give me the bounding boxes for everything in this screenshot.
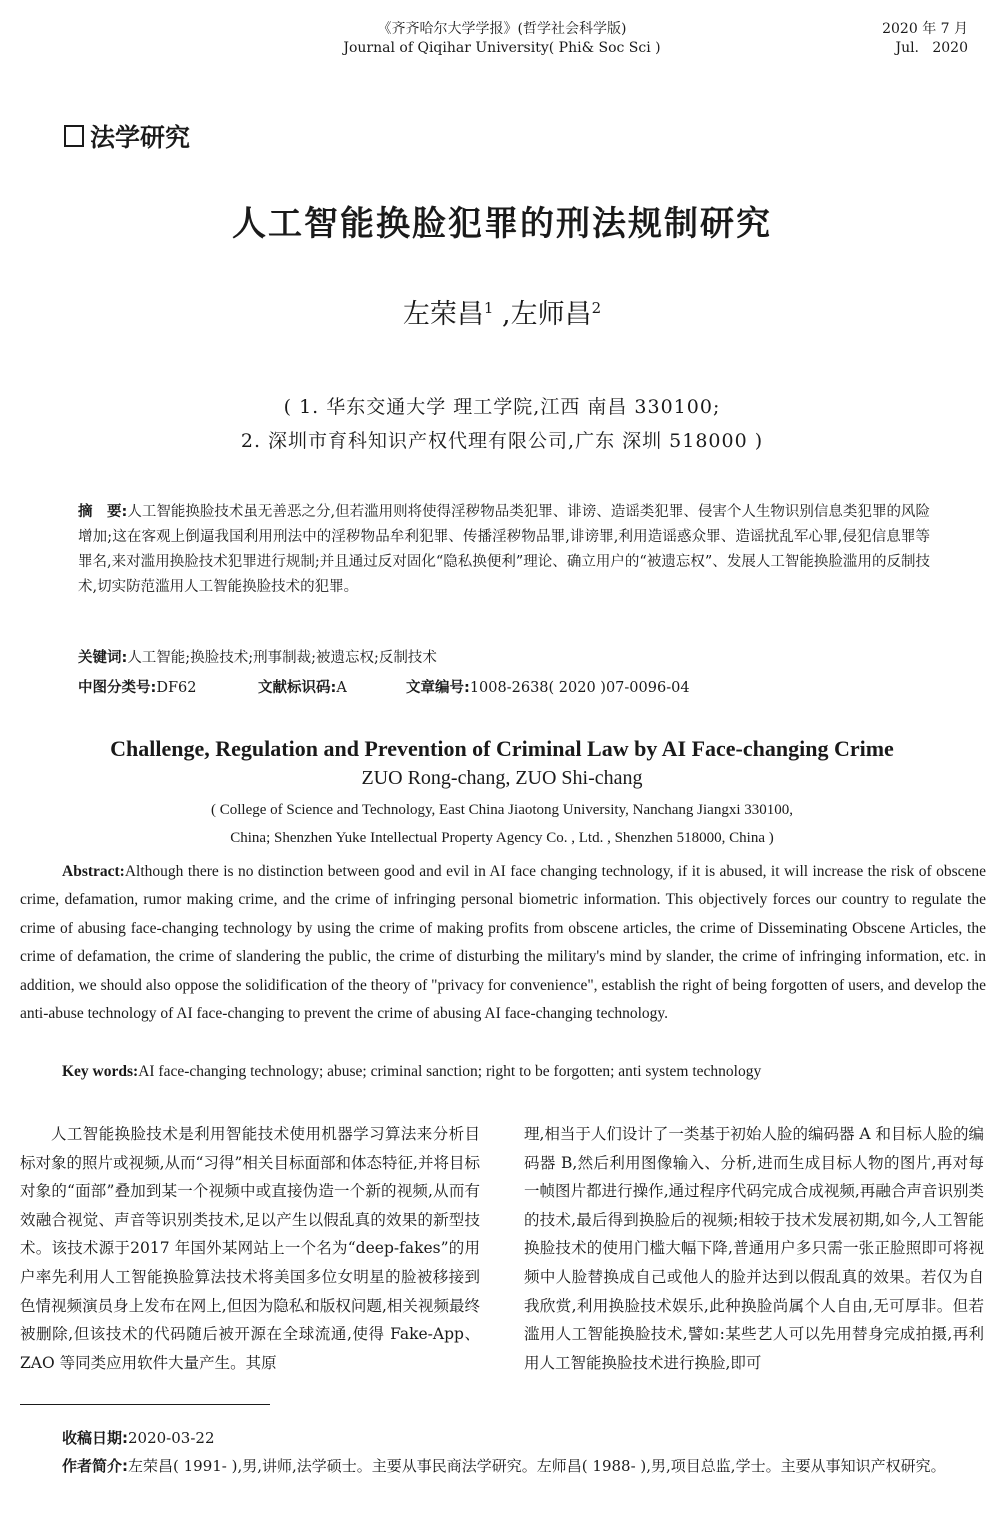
section-box-icon [64, 125, 84, 147]
body-column-right: 理,相当于人们设计了一类基于初始人脸的编码器 A 和目标人脸的编码器 B,然后利用图像输入、分析,进而生成目标人物的图片,再对每一帧图片都进行操作,通过程序代码完成合成视频,再融合声音识别类的技术,最后得到换脸后的视频;相较于技术发展初期,如今,人工智能换脸技术的使用门槛大幅下降,普通用户多只需一张正脸照即可将视频中人脸替换成自己或他人的脸并达到以假乱真的效果。若仅为自我欣赏,利用换脸技术娱乐,此种换脸尚属个人自由,无可厚非。但若滥用人工智能换脸技术,譬如:某些艺人可以先用替身完成拍摄,再利用人工智能换脸技术进行换脸,即可 [524, 1125, 984, 1372]
section-label-text: 法学研究 [90, 123, 191, 152]
doc-code-value: A [336, 680, 347, 696]
author-affil-mark: 1 [483, 299, 494, 317]
abstract-cn-text: 人工智能换脸技术虽无善恶之分,但若滥用则将使得淫秽物品类犯罪、诽谤、造谣类犯罪、侵害个人生物识别信息类犯罪的风险增加;这在客观上倒逼我国利用刑法中的淫秽物品牟利犯罪、传播淫秽物品罪,诽谤罪,利用造谣惑众罪、造谣扰乱军心罪,侵犯信息罪等罪名,来对滥用换脸技术犯罪进行规制;并且通过反对固化“隐私换便利”理论、确立用户的“被遗忘权”、发展人工智能换脸滥用的反制技术,切实防范滥用人工智能换脸技术的犯罪。 [78, 504, 930, 595]
english-title: Challenge, Regulation and Prevention of Criminal Law by AI Face-changing Crime [110, 736, 894, 761]
received-date [62, 1427, 214, 1448]
bio-label: 作者简介: [62, 1457, 128, 1475]
article-no-value: 1008-2638( 2020 )07-0096-04 [469, 680, 690, 696]
issue-date-en: Jul. 2020 [895, 40, 968, 56]
body-column-left: 人工智能换脸技术是利用智能技术使用机器学习算法来分析目标对象的照片或视频,从而“习得”相关目标面部和体态特征,并将目标对象的“面部”叠加到某一个视频中或直接伪造一个新的视频,从而有效融合视觉、声音等识别类技术,足以产生以假乱真的效果的新型技术。该技术源于2017 年国外某网站上一个名为“deep-fakes”的用户率先利用人工智能换脸算法技术将美国多位女明星的脸被移接到色情视频演员身上发布在网上,但因为隐私和版权问题,相关视频最终被删除,但该技术的代码随后被开源在全球流通,使得 Fake-App、ZAO 等同类应用软件大量产生。其原 [20, 1125, 480, 1372]
received-value: 2020-03-22 [128, 1429, 215, 1447]
section-label [64, 118, 190, 154]
doc-code-label: 文献标识码: [258, 680, 337, 696]
keywords-cn-text: 人工智能;换脸技术;刑事制裁;被遗忘权;反制技术 [127, 650, 437, 666]
abstract-cn-label: 摘 要: [78, 504, 128, 520]
author-bio [20, 1452, 986, 1480]
article-no-label: 文章编号: [406, 680, 470, 696]
english-keywords [62, 1063, 761, 1081]
clc-value: DF62 [156, 680, 197, 696]
bio-text: 左荣昌( 1991- ),男,讲师,法学硕士。主要从事民商法学研究。左师昌( 1988- ),男,项目总监,学士。主要从事知识产权研究。 [128, 1457, 946, 1475]
english-keywords-text: AI face-changing technology; abuse; criminal sanction; right to be forgotten; anti system technology [138, 1063, 762, 1080]
english-abstract-label: Abstract: [62, 863, 125, 880]
journal-name-en: Journal of Qiqihar University( Phi& Soc Sci ) [343, 40, 661, 56]
english-abstract-text: Although there is no distinction between good and evil in AI face changing technology, if it is abused, it will increase the risk of obscene crime, defamation, rumor making crime, and the crime of infringing personal biometric information. This objectively forces our country to regulate the crime of abusing face-changing technology by using the crime of making profits from obscene articles, the crime of Disseminating Obscene Articles, the crime of defamation, the crime of slandering the public, the crime of disturbing the military's mind by slander, the crime of infringing information, etc. in addition, we should also oppose the solidification of the theory of "privacy for convenience", establish the right of being forgotten of users, and develop the anti-abuse technology of AI face-changing to prevent the crime of abusing AI face-changing technology. [20, 863, 986, 1023]
english-authors: ZUO Rong-chang, ZUO Shi-chang [361, 767, 643, 789]
journal-name-cn: 《齐齐哈尔大学学报》(哲学社会科学版) [377, 21, 627, 37]
issue-date-cn: 2020 年 7 月 [882, 21, 968, 37]
paper-title: 人工智能换脸犯罪的刑法规制研究 [232, 204, 772, 244]
classification-line [78, 676, 690, 697]
affiliation-line: ( 1. 华东交通大学 理工学院,江西 南昌 330100; [283, 396, 721, 418]
author-name: 左师昌 [510, 299, 592, 330]
english-abstract [20, 858, 986, 1028]
footnote-divider [20, 1404, 270, 1405]
received-label: 收稿日期: [62, 1429, 128, 1447]
english-affiliation-line: ( College of Science and Technology, East China Jiaotong University, Nanchang Jiangxi 330100, [210, 802, 794, 818]
abstract-cn [78, 500, 930, 600]
keywords-cn [78, 646, 437, 667]
author-name: 左荣昌 [402, 299, 484, 330]
author-line [0, 292, 1004, 331]
english-affiliation-line: China; Shenzhen Yuke Intellectual Property Agency Co. , Ltd. , Shenzhen 518000, China ) [230, 830, 774, 846]
author-separator: , [493, 299, 511, 330]
keywords-cn-label: 关键词: [78, 650, 128, 666]
affiliation-line: 2. 深圳市育科知识产权代理有限公司,广东 深圳 518000 ) [240, 430, 764, 452]
clc-label: 中图分类号: [78, 680, 157, 696]
english-keywords-label: Key words: [62, 1063, 139, 1080]
author-affil-mark: 2 [591, 299, 602, 317]
